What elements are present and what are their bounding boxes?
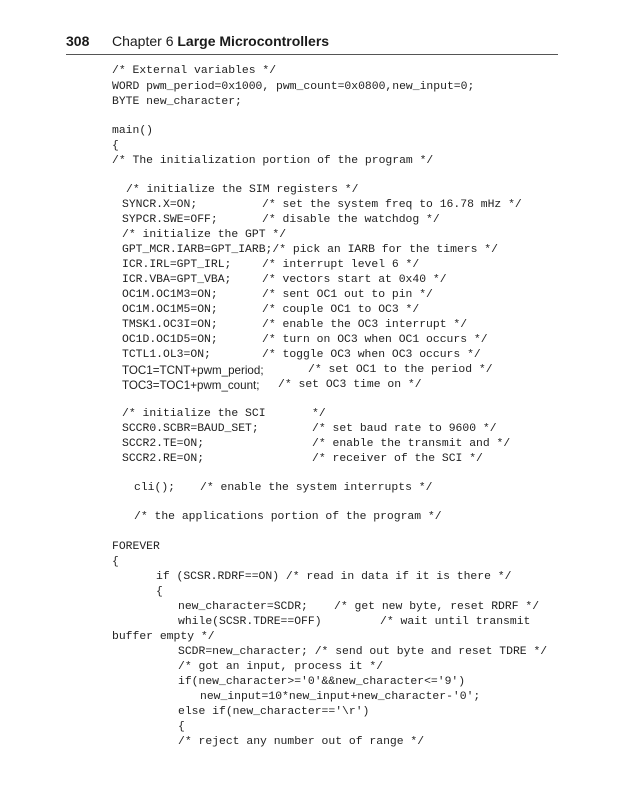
code-line: WORD pwm_period=0x1000, pwm_count=0x0800,new_input=0; (112, 81, 475, 93)
code-line: TCTL1.OL3=ON; /* toggle OC3 when OC3 occurs */ (122, 349, 481, 361)
code-line: OC1M.OC1M5=ON; /* couple OC1 to OC3 */ (122, 304, 420, 316)
code-line: /* The initialization portion of the program */ (112, 155, 434, 167)
code-line: new_input=10*new_input+new_character-'0'; (200, 691, 481, 703)
code-line: BYTE new_character; (112, 96, 242, 108)
header-rule (66, 54, 558, 55)
code-line: /* External variables */ (112, 65, 277, 77)
page-number: 308 (66, 33, 90, 49)
chapter-title: Large Microcontrollers (177, 33, 330, 49)
code-line: { (156, 586, 163, 598)
code-line: FOREVER (112, 541, 160, 553)
code-line: GPT_MCR.IARB=GPT_IARB;/* pick an IARB for the timers */ (122, 244, 498, 256)
page-header (66, 30, 558, 52)
code-line: TMSK1.OC3I=ON; /* enable the OC3 interrupt */ (122, 319, 468, 331)
code-line: OC1D.OC1D5=ON; /* turn on OC3 when OC1 occurs */ (122, 334, 488, 346)
code-line: SYPCR.SWE=OFF; /* disable the watchdog */ (122, 214, 440, 226)
code-line: TOC3=TOC1+pwm_count; /* set OC3 time on */ (122, 379, 422, 392)
code-line: TOC1=TCNT+pwm_period; /* set OC1 to the period */ (122, 364, 493, 377)
code-line: /* initialize the SIM registers */ (126, 184, 359, 196)
code-line: ICR.IRL=GPT_IRL; /* interrupt level 6 */ (122, 259, 420, 271)
chapter-heading (112, 33, 329, 49)
code-line: buffer empty */ (112, 631, 215, 643)
code-line: new_character=SCDR; /* get new byte, reset RDRF */ (178, 601, 540, 613)
code-line: else if(new_character=='\r') (178, 706, 370, 718)
chapter-label: Chapter 6 (112, 33, 174, 49)
code-line: if (SCSR.RDRF==ON) /* read in data if it is there */ (156, 571, 512, 583)
code-line: ICR.VBA=GPT_VBA; /* vectors start at 0x40 */ (122, 274, 447, 286)
code-line: SCCR0.SCBR=BAUD_SET; /* set baud rate to 9600 */ (122, 423, 497, 435)
code-line: OC1M.OC1M3=ON; /* sent OC1 out to pin */ (122, 289, 433, 301)
code-line: SCCR2.TE=ON; /* enable the transmit and */ (122, 438, 511, 450)
code-line: if(new_character>='0'&&new_character<='9') (178, 676, 466, 688)
code-line: /* got an input, process it */ (178, 661, 384, 673)
code-line: main() (112, 125, 154, 137)
code-line: { (112, 140, 119, 152)
code-line: /* initialize the GPT */ (122, 229, 287, 241)
code-line: SCCR2.RE=ON; /* receiver of the SCI */ (122, 453, 483, 465)
code-line: /* initialize the SCI */ (122, 408, 326, 420)
code-line: { (178, 721, 185, 733)
code-line: SCDR=new_character; /* send out byte and reset TDRE */ (178, 646, 548, 658)
code-line: /* reject any number out of range */ (178, 736, 425, 748)
code-line: while(SCSR.TDRE==OFF) /* wait until transmit (178, 616, 531, 628)
code-line: SYNCR.X=ON; /* set the system freq to 16.78 mHz */ (122, 199, 522, 211)
code-line: { (112, 556, 119, 568)
code-line: /* the applications portion of the program */ (134, 511, 442, 523)
code-line: cli(); /* enable the system interrupts */ (134, 482, 433, 494)
